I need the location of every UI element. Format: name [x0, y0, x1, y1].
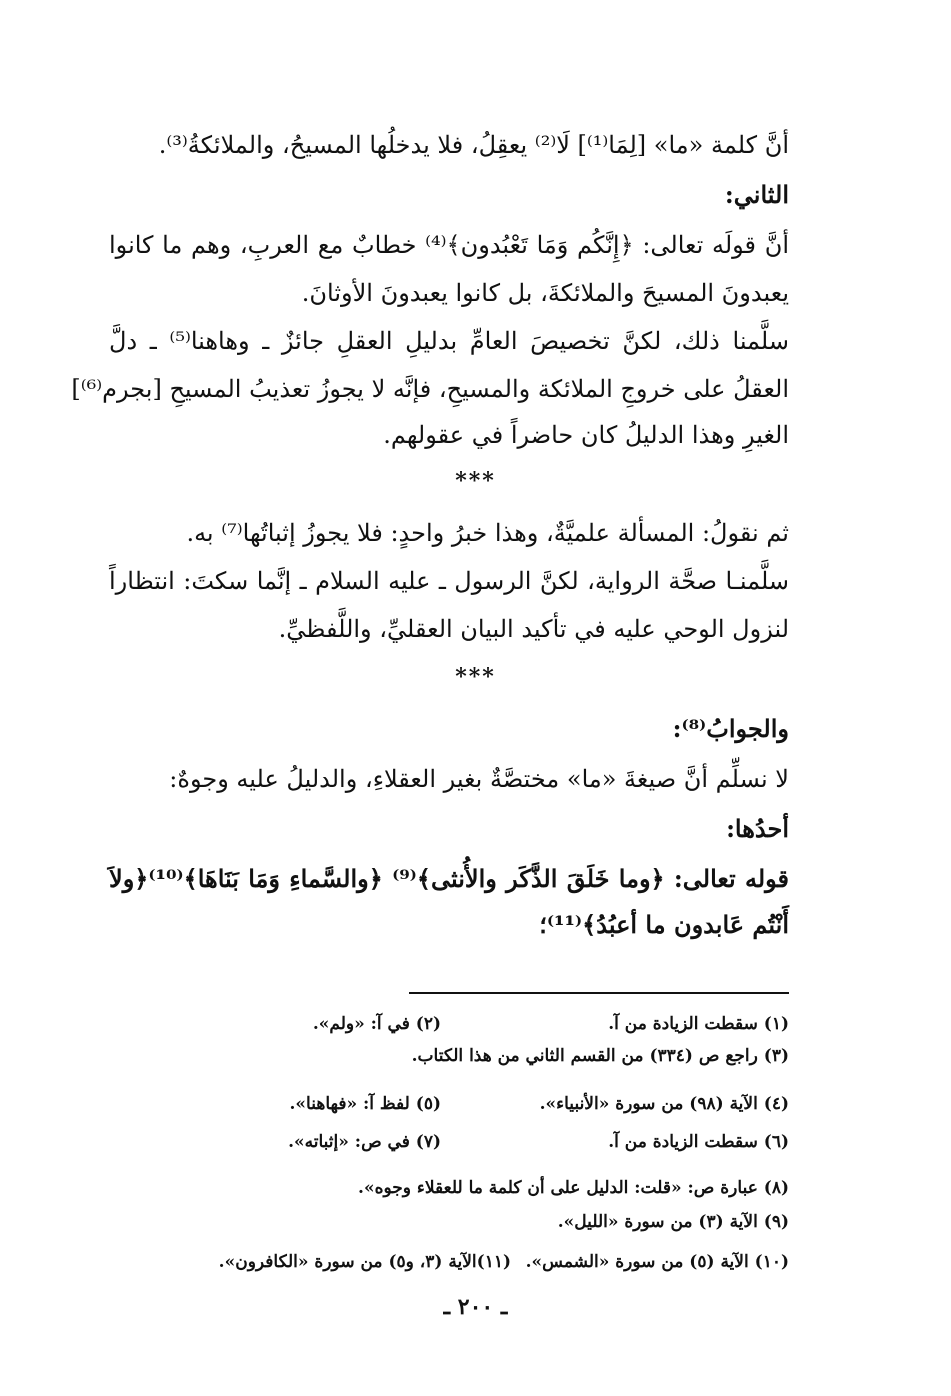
footnote-8: (٨) عبارة ص: «قلت: الدليل على أن كلمة ما للعقلاء وجوه». — [358, 1178, 789, 1198]
footnote-3: (٣) راجع ص (٣٣٤) من القسم الثاني من هذا الكتاب. — [411, 1046, 789, 1066]
body-line-12: أَنْتُم عَابدون ما أعبُدُ﴾⁽¹¹⁾؛ — [539, 910, 789, 939]
page-number: ـ ٢٠٠ ـ — [443, 1294, 508, 1320]
footnote-6: (٦) سقطت الزيادة من آ. — [608, 1132, 789, 1152]
body-line-5: العقلُ على خروجِ الملائكة والمسيحِ، فإنَّه لا يجوزُ تعذيبُ المسيحِ [بجرم⁽⁶⁾] — [71, 375, 789, 403]
footnote-9: (٩) الآية (٣) من سورة «الليل». — [557, 1212, 789, 1232]
body-line-2: أنَّ قولَه تعالى: ﴿إِنَّكُم وَمَا تَعْبُدون﴾⁽⁴⁾ خطابٌ مع العربِ، وهم ما كانوا — [109, 231, 789, 259]
footnote-5: (٥) لفظ آ: «فهاهنا». — [289, 1094, 441, 1114]
heading-first: أحدُها: — [726, 814, 789, 843]
body-line-4: سلَّمنا ذلك، لكنَّ تخصيصَ العامِّ بدليلِ العقلِ جائزٌ ـ وهاهنا⁽⁵⁾ ـ دلَّ — [109, 327, 789, 355]
footnote-divider — [409, 992, 789, 994]
footnote-4: (٤) الآية (٩٨) من سورة «الأنبياء». — [539, 1094, 789, 1114]
section-separator-1: *** — [455, 468, 496, 494]
body-line-1: أنَّ كلمة «ما» [لِمَا⁽¹⁾] لَا⁽²⁾ يعقِلُ، فلا يدخلُها المسيحُ، والملائكةُ⁽³⁾. — [158, 131, 789, 159]
footnote-1: (١) سقطت الزيادة من آ. — [608, 1014, 789, 1034]
body-line-11: قوله تعالى: ﴿وما خَلَقَ الذَّكَر والأُنثى﴾⁽⁹⁾ ﴿والسَّماءِ وَمَا بَنَاهَا﴾⁽¹⁰⁾﴿ولاَ — [109, 864, 789, 893]
body-line-3: يعبدونَ المسيحَ والملائكةَ، بل كانوا يعبدونَ الأوثانَ. — [301, 279, 789, 307]
footnote-7: (٧) في ص: «إثباته». — [288, 1132, 441, 1152]
footnote-2: (٢) في آ: «ولم». — [312, 1014, 441, 1034]
body-line-8: سلَّمنـا صحَّة الرواية، لكنَّ الرسول ـ عليه السلام ـ إنَّما سكتَ: انتظاراً — [109, 567, 789, 595]
body-line-6: الغيرِ وهذا الدليلُ كان حاضراً في عقولهم. — [383, 421, 789, 449]
footnote-10: (١٠) الآية (٥) من سورة «الشمس». — [525, 1252, 789, 1272]
body-line-10: لا نسلِّم أنَّ صيغةَ «ما» مختصَّةٌ بغير العقلاءِ، والدليلُ عليه وجوهٌ: — [169, 765, 789, 793]
heading-answer: والجوابُ⁽⁸⁾: — [672, 714, 789, 743]
body-line-7: ثم نقولُ: المسألة علميَّةٌ، وهذا خبرُ واحدٍ: فلا يجوزُ إثباتُها⁽⁷⁾ به. — [186, 519, 789, 547]
heading-second: الثاني: — [724, 180, 789, 209]
section-separator-2: *** — [455, 664, 496, 690]
body-line-9: لنزول الوحي عليه في تأكيد البيان العقليِّ، واللَّفظيِّ. — [278, 615, 789, 643]
footnote-11: (١١)الآية (٣، و٥) من سورة «الكافرون». — [218, 1252, 511, 1272]
